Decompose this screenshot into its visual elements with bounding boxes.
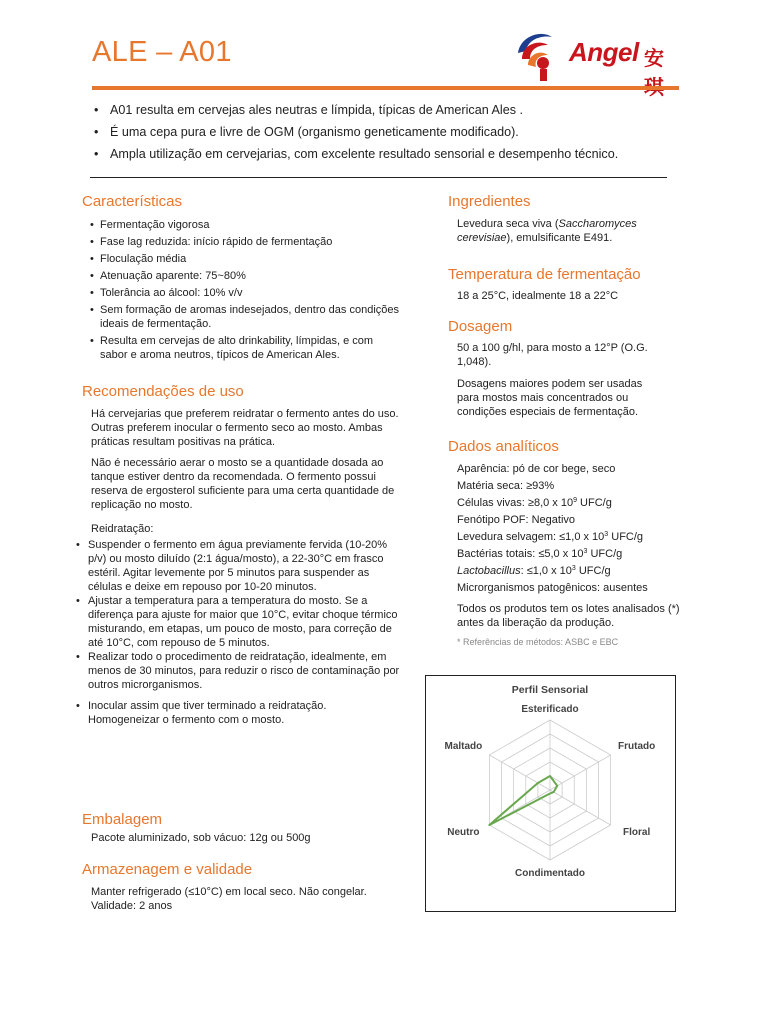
list-item: • Resulta em cervejas de alto drinkability, límpidas, e com sabor e aroma neutros, típicos de American Ales. (90, 334, 402, 362)
header-divider (92, 86, 679, 90)
recomendacoes-heading: Recomendações de uso (82, 383, 244, 400)
chart-series (489, 776, 557, 825)
step-item: • Suspender o fermento em água previamente fervida (10-20% p/v) ou mosto diluído (2:1 água/mosto), a 22-30°C em frasco estéril. Agitar levemente por 5 minutos para suspender as células e deixe em repouso por 10-20 minutos. (76, 538, 401, 594)
temperatura-heading: Temperatura de fermentação (448, 266, 641, 283)
intro-item: • É uma cepa pura e livre de OGM (organismo geneticamente modificado). (92, 121, 692, 143)
intro-item: • A01 resulta em cervejas ales neutras e límpida, típicas de American Ales . (92, 99, 692, 121)
dados-selvagem-post: UFC/g (608, 531, 644, 543)
axis-label: Frutado (618, 741, 656, 752)
ingredientes-text (457, 217, 662, 245)
dados-bacterias-exp: 3 (583, 548, 588, 555)
reidratacao-steps (76, 538, 401, 727)
ingredientes-text-pre: Levedura seca viva ( (457, 218, 559, 230)
angel-logo (512, 27, 682, 83)
dosagem-section (448, 318, 688, 419)
temperatura-text: 18 a 25°C, idealmente 18 a 22°C (457, 290, 619, 302)
temperatura-section (448, 266, 688, 303)
ingredientes-text-post: ), emulsificante E491. (506, 232, 613, 244)
grid-spoke (489, 755, 550, 790)
sensory-chart-box (425, 675, 676, 912)
dados-fenotipo: Fenótipo POF: Negativo (457, 514, 576, 526)
axis-label: Neutro (447, 827, 480, 838)
axis-label: Maltado (444, 741, 483, 752)
lacto-name: Lactobacillus (457, 565, 521, 577)
logo-chinese-text: 安 (644, 48, 664, 70)
dados-lacto-exp: 3 (571, 565, 576, 572)
ingredientes-heading: Ingredientes (448, 193, 531, 210)
dosagem-paragraph: Dosagens maiores podem ser usadas para mostos mais concentrados ou condições especiais de fermentação. (457, 378, 643, 418)
dados-celulas-pre: Células vivas: ≥8,0 x 10 (457, 497, 574, 509)
step-item: • Realizar todo o procedimento de reidratação, idealmente, em menos de 30 minutos, para reduzir o risco de contaminação por outros microrganismos. (76, 650, 401, 692)
logo-wordmark: Angel (569, 37, 639, 67)
dados-celulas-post: UFC/g (577, 497, 612, 509)
dados-selvagem-exp: 3 (604, 531, 609, 538)
axis-label: Condimentado (515, 868, 585, 879)
embalagem-section (82, 811, 402, 845)
document-title: ALE – A01 (92, 36, 232, 68)
recomendacoes-section (82, 383, 407, 727)
dados-patogenicos: Microrganismos patogênicos: ausentes (457, 582, 648, 594)
recomendacoes-paragraph: Não é necessário aerar o mosto se a quantidade dosada ao tanque estiver dentro da recomendada. O fermento possui reserva de ergosterol suficiente para uma certa quantidade de replicação no mosto. (91, 457, 395, 511)
dosagem-heading: Dosagem (448, 318, 513, 335)
dados-section (448, 438, 698, 647)
intro-item: • Ampla utilização em cervejarias, com excelente resultado sensorial e desempenho técnico. (92, 143, 692, 165)
dados-selvagem-pre: Levedura selvagem: ≤1,0 x 10 (457, 531, 605, 543)
dados-heading: Dados analíticos (448, 438, 559, 455)
dados-bacterias (457, 546, 698, 563)
dados-lacto-post: UFC/g (575, 565, 611, 577)
list-item: • Fermentação vigorosa (90, 218, 402, 232)
dados-aparencia: Aparência: pó de cor bege, seco (457, 463, 616, 475)
chart-grid (489, 720, 610, 860)
embalagem-text: Pacote aluminizado, sob vácuo: 12g ou 500g (91, 832, 311, 844)
step-item: • Ajustar a temperatura para a temperatura do mosto. Se a diferença para ajuste for maior que 10°C, evitar choque térmico misturando, em etapas, um pouco de mosto, para correção de até 10°C, com repouso de 5 minutos. (76, 594, 401, 650)
sensory-radar-chart (426, 676, 675, 911)
axis-label: Floral (623, 827, 651, 838)
chart-title: Perfil Sensorial (511, 684, 589, 696)
dados-celulas-exp: 9 (573, 497, 577, 504)
validade-text: Validade: 2 anos (91, 900, 173, 912)
dados-bacterias-pre: Bactérias totais: ≤5,0 x 10 (457, 548, 584, 560)
list-item: • Floculação média (90, 252, 402, 266)
embalagem-heading: Embalagem (82, 811, 163, 828)
dados-lacto-pre: : ≤1,0 x 10 (520, 565, 572, 577)
caracteristicas-section (82, 193, 402, 365)
dados-celulas-vivas (457, 495, 698, 512)
list-item: • Tolerância ao álcool: 10% v/v (90, 286, 402, 300)
dados-nota: Todos os produtos tem os lotes analisados (*) antes da liberação da produção. (457, 603, 680, 629)
armazenagem-text: Manter refrigerado (≤10°C) em local seco. Não congelar. (91, 886, 367, 898)
list-item: • Atenuação aparente: 75~80% (90, 269, 402, 283)
grid-spoke (550, 790, 611, 825)
axis-label: Esterificado (521, 704, 579, 715)
list-item: • Sem formação de aromas indesejados, dentro das condições ideais de fermentação. (90, 303, 402, 331)
angel-swirl-icon (512, 27, 568, 83)
grid-spoke (550, 755, 611, 790)
dados-bacterias-post: UFC/g (587, 548, 623, 560)
intro-list (92, 99, 692, 165)
ingredientes-section (448, 193, 688, 245)
armazenagem-section (82, 861, 412, 913)
species-name: Saccharomyces cerevisiae (457, 218, 637, 244)
caracteristicas-heading: Características (82, 193, 183, 210)
recomendacoes-paragraph: Há cervejarias que preferem reidratar o fermento antes do uso. Outras preferem inocular o fermento seco ao mosto. Ambas práticas resultam positivas na prática. (91, 408, 399, 448)
dados-materia-seca: Matéria seca: ≥93% (457, 480, 555, 492)
armazenagem-heading: Armazenagem e validade (82, 861, 253, 878)
caracteristicas-list (90, 218, 402, 362)
dados-lactobacillus (457, 563, 698, 580)
dados-levedura-selvagem (457, 529, 698, 546)
list-item: • Fase lag reduzida: início rápido de fermentação (90, 235, 402, 249)
intro-divider (90, 177, 667, 178)
dosagem-paragraph: 50 a 100 g/hl, para mosto a 12°P (O.G. 1,048). (457, 342, 648, 368)
series-line (489, 776, 557, 825)
step-item: • Inocular assim que tiver terminado a reidratação. Homogeneizar o fermento com o mosto. (76, 699, 401, 727)
dados-referencias: * Referências de métodos: ASBC e EBC (457, 637, 619, 647)
reidratacao-label: Reidratação: (91, 523, 154, 535)
